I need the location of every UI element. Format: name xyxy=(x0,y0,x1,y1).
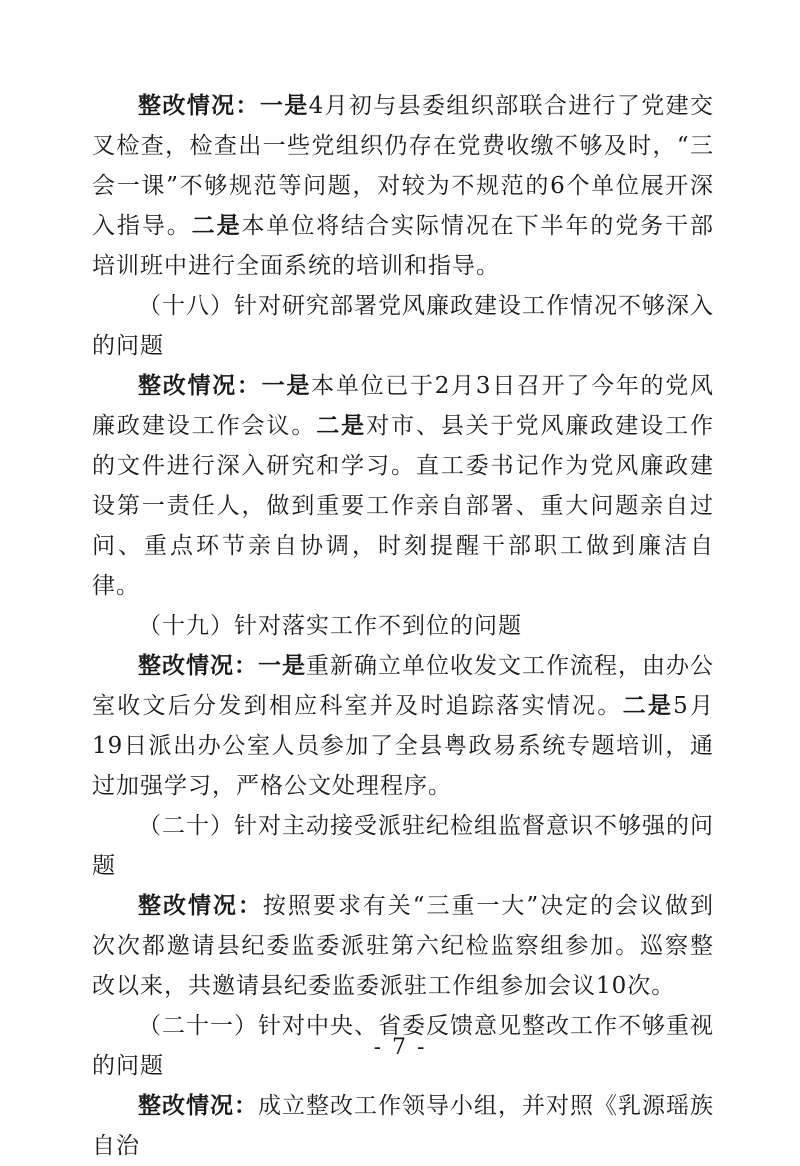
label-second: 二是 xyxy=(316,412,367,439)
label-first: 一是 xyxy=(258,652,306,679)
rectification-paragraph xyxy=(92,366,714,606)
label-rectification-status: 整改情况： xyxy=(138,652,258,679)
label-first: 一是 xyxy=(259,92,309,119)
paragraph-text: 重新确立单位收发文工作流程，由办公室收文后分发到相应科室并及时追踪落实情况。 xyxy=(92,653,714,719)
rectification-paragraph xyxy=(92,1086,714,1166)
paragraph-text: 成立整改工作领导小组，并对照《乳源瑶族自治 xyxy=(92,1093,714,1159)
document-body xyxy=(92,86,714,1166)
label-rectification-status: 整改情况： xyxy=(138,372,262,399)
paragraph-text: 按照要求有关“三重一大”决定的会议做到次次都邀请县纪委监委派驻第六纪检监察组参加。巡察整改以来，共邀请县纪委监委派驻工作组参加会议10次。 xyxy=(92,893,714,999)
label-second: 二是 xyxy=(622,692,674,719)
section-heading-21: （二十一）针对中央、省委反馈意见整改工作不够重视的问题 xyxy=(92,1013,714,1079)
section-heading-19: （十九）针对落实工作不到位的问题 xyxy=(138,613,522,639)
section-heading-20: （二十）针对主动接受派驻纪检组监督意识不够强的问题 xyxy=(92,813,714,879)
label-rectification-status: 整改情况： xyxy=(138,892,263,919)
paragraph-text: 5月19日派出办公室人员参加了全县粤政易系统专题培训，通过加强学习，严格公文处理程序。 xyxy=(92,693,715,799)
section-heading-18: （十八）针对研究部署党风廉政建设工作情况不够深入的问题 xyxy=(92,293,714,359)
paragraph-text: 本单位已于2月3日召开了今年的党风廉政建设工作会议。 xyxy=(92,373,715,439)
label-rectification-status: 整改情况： xyxy=(138,92,260,119)
rectification-paragraph xyxy=(92,886,714,1006)
label-first: 一是 xyxy=(261,372,312,399)
page-number: - 7 - xyxy=(373,1035,427,1060)
paragraph-text: 对市、县关于党风廉政建设工作的文件进行深入研究和学习。直工委书记作为党风廉政建设第一责任人，做到重要工作亲自部署、重大问题亲自过问、重点环节亲自协调，时刻提醒干部职工做到廉洁自律。 xyxy=(92,413,715,599)
rectification-paragraph xyxy=(92,86,714,286)
paragraph-text: 4月初与县委组织部联合进行了党建交叉检查，检查出一些党组织仍存在党费收缴不够及时，“三会一课”不够规范等问题，对较为不规范的6个单位展开深入指导。 xyxy=(92,93,715,239)
label-rectification-status: 整改情况： xyxy=(138,1092,258,1119)
label-second: 二是 xyxy=(191,212,242,239)
rectification-paragraph xyxy=(92,646,714,806)
paragraph-text: 本单位将结合实际情况在下半年的党务干部培训班中进行全面系统的培训和指导。 xyxy=(92,213,715,279)
